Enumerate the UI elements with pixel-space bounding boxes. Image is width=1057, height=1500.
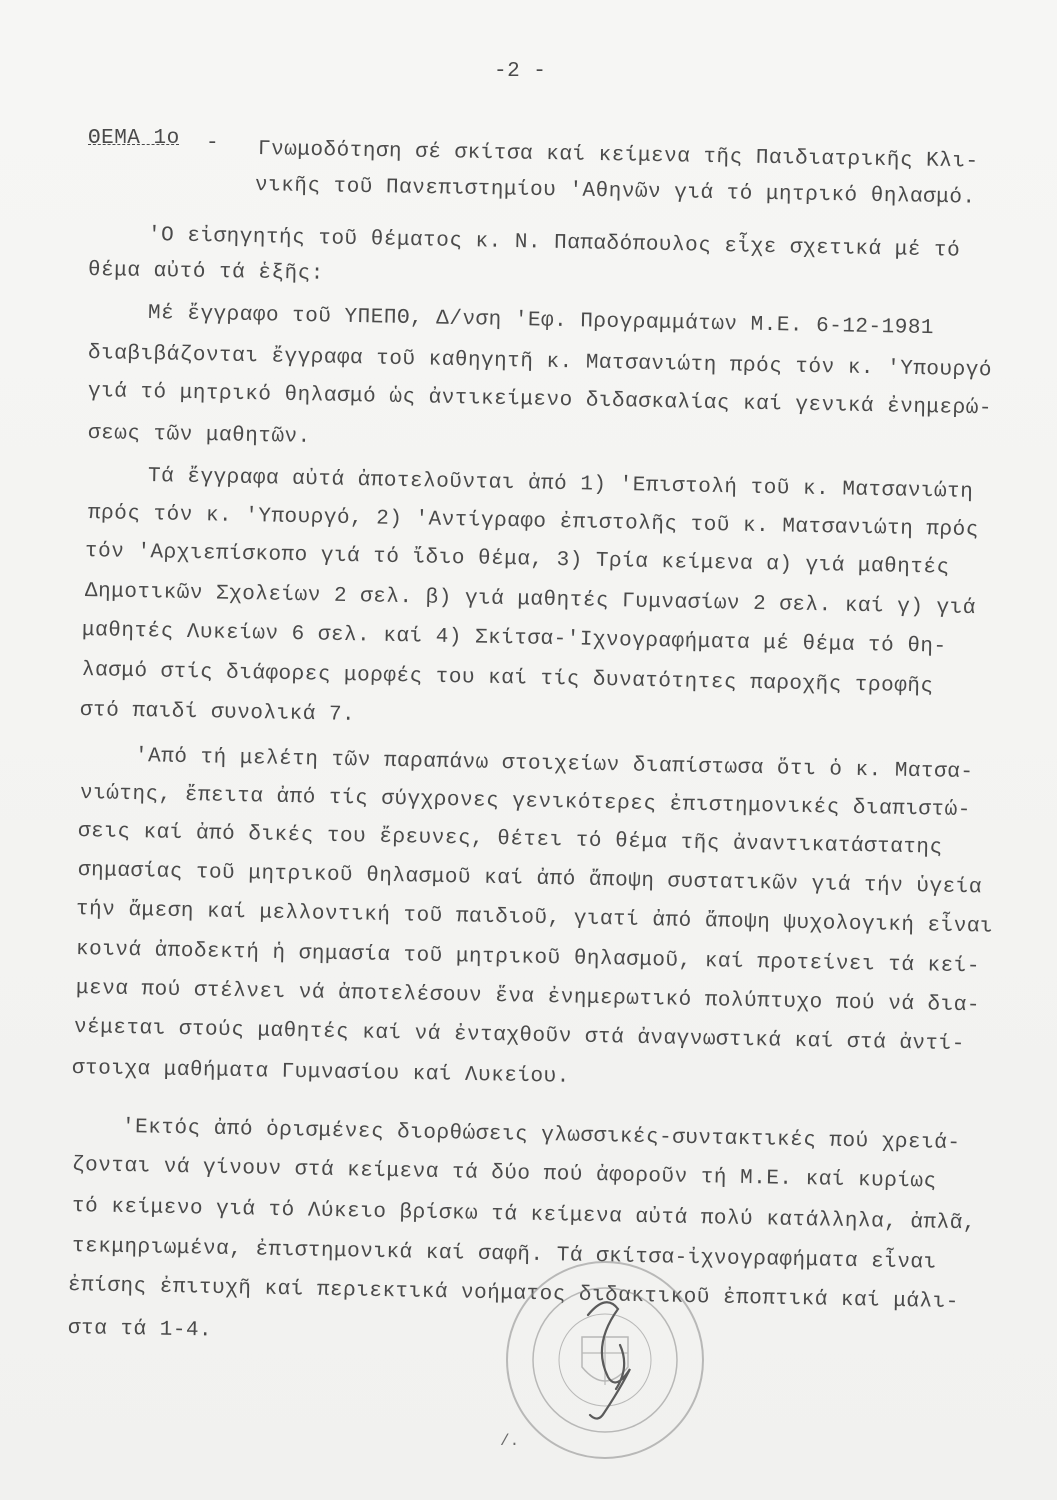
- paragraph-line: τεκμηριωμένα, ἐπιστημονικά καί σαφῆ. Τά σκίτσα-ἰχνογραφήματα εἶναι: [71, 1235, 937, 1275]
- paragraph-line: τό κείμενο γιά τό Λύκειο βρίσκω τά κείμενα αὐτά πολύ κατάλληλα, ἀπλᾶ,: [71, 1195, 977, 1236]
- paragraph-line: νιώτης, ἔπειτα ἀπό τίς σύγχρονες γενικότερες ἐπιστημονικές διαπιστώ-: [79, 782, 972, 823]
- paragraph-line: 'Ο εἰσηγητής τοῦ θέματος κ. Ν. Παπαδόπουλος εἶχε σχετικά μέ τό: [147, 224, 961, 263]
- paragraph-line: Μέ ἔγγραφο τοῦ ΥΠΕΠΘ, Δ/νση 'Εφ. Προγραμμάτων Μ.Ε. 6-12-1981: [147, 302, 935, 341]
- paragraph-line: μενα πού στέλνει νά ἀποτελέσουν ἕνα ἐνημερωτικό πολύπτυχο πού νά δια-: [75, 977, 981, 1018]
- svg-text:/.: /.: [500, 1432, 520, 1450]
- paragraph-line: διαβιβάζονται ἔγγραφα τοῦ καθηγητῆ κ. Ματσανιώτη πρός τόν κ. 'Υπουργό: [87, 342, 993, 383]
- paragraph-line: θέμα αὐτό τά ἑξῆς:: [87, 259, 325, 286]
- paragraph-line: σημασίας τοῦ μητρικοῦ θηλασμοῦ καί ἀπό ἄποψη συστατικῶν γιά τήν ὑγεία: [77, 859, 983, 900]
- paragraph-line: γιά τό μητρικό θηλασμό ὡς ἀντικείμενο διδασκαλίας καί γενικά ἐνημερώ-: [87, 380, 993, 421]
- paragraph-line: Τά ἔγγραφα αὐτά ἀποτελοῦνται ἀπό 1) 'Επιστολή τοῦ κ. Ματσανιώτη: [147, 465, 974, 504]
- topic-title-line-1: Γνωμοδότηση σέ σκίτσα καί κείμενα τῆς Παιδιατρικῆς Κλι-: [257, 138, 979, 174]
- paragraph-line: 'Από τή μελέτη τῶν παραπάνω στοιχείων διαπίστωσα ὅτι ὁ κ. Ματσα-: [134, 745, 974, 785]
- paragraph-line: σεως τῶν μαθητῶν.: [87, 422, 311, 449]
- paragraph-line: πρός τόν κ. 'Υπουργό, 2) 'Αντίγραφο ἐπιστολῆς τοῦ κ. Ματσανιώτη πρός: [87, 502, 980, 543]
- topic-title-line-2: νικῆς τοῦ Πανεπιστημίου 'Αθηνῶν γιά τό μητρικό θηλασμό.: [254, 174, 976, 210]
- paragraph-line: ἐπίσης ἐπιτυχῆ καί περιεκτικά νοήματος διδακτικοῦ ἐποπτικά καί μάλι-: [67, 1274, 960, 1315]
- paragraph-line: λασμό στίς διάφορες μορφές του καί τίς δυνατότητες παροχῆς τροφῆς: [81, 659, 934, 699]
- paragraph-line: μαθητές Λυκείων 6 σελ. καί 4) Σκίτσα-'Ιχνογραφήματα μέ θέμα τό θη-: [81, 619, 947, 659]
- topic-label: ΘΕΜΑ 1ο: [88, 127, 180, 150]
- paragraph-line: στοιχα μαθήματα Γυμνασίου καί Λυκείου.: [71, 1057, 571, 1089]
- page-number: -2 -: [494, 60, 547, 83]
- paragraph-line: 'Εκτός ἀπό ὁρισμένες διορθώσεις γλωσσικές-συντακτικές πού χρειά-: [121, 1116, 961, 1156]
- paragraph-line: κοινά ἀποδεκτή ἡ σημασία τοῦ μητρικοῦ θηλασμοῦ, καί προτείνει τά κεί-: [75, 938, 981, 979]
- paragraph-line: ζονται νά γίνουν στά κείμενα τά δύο πού ἀφοροῦν τή Μ.Ε. καί κυρίως: [71, 1154, 937, 1194]
- topic-dash: -: [206, 132, 220, 155]
- paragraph-line: νέμεται στούς μαθητές καί νά ἐνταχθοῦν στά ἀναγνωστικά καί στά ἀντί-: [73, 1016, 966, 1057]
- paragraph-line: Δημοτικῶν Σχολείων 2 σελ. β) γιά μαθητές Γυμνασίων 2 σελ. καί γ) γιά: [84, 580, 977, 621]
- paragraph-line: σεις καί ἀπό δικές του ἔρευνες, θέτει τό θέμα τῆς ἀναντικατάστατης: [77, 820, 943, 860]
- signature: [588, 1302, 630, 1418]
- paragraph-line: στα τά 1-4.: [67, 1317, 213, 1343]
- paragraph-line: τόν 'Αρχιεπίσκοπο γιά τό ἴδιο θέμα, 3) Τρία κείμενα α) γιά μαθητές: [84, 540, 950, 580]
- official-stamp: [470, 1255, 740, 1465]
- paragraph-line: τήν ἄμεση καί μελλοντική τοῦ παιδιοῦ, γιατί ἀπό ἄποψη ψυχολογική εἶναι: [75, 898, 994, 939]
- paragraph-line: στό παιδί συνολικά 7.: [79, 699, 356, 727]
